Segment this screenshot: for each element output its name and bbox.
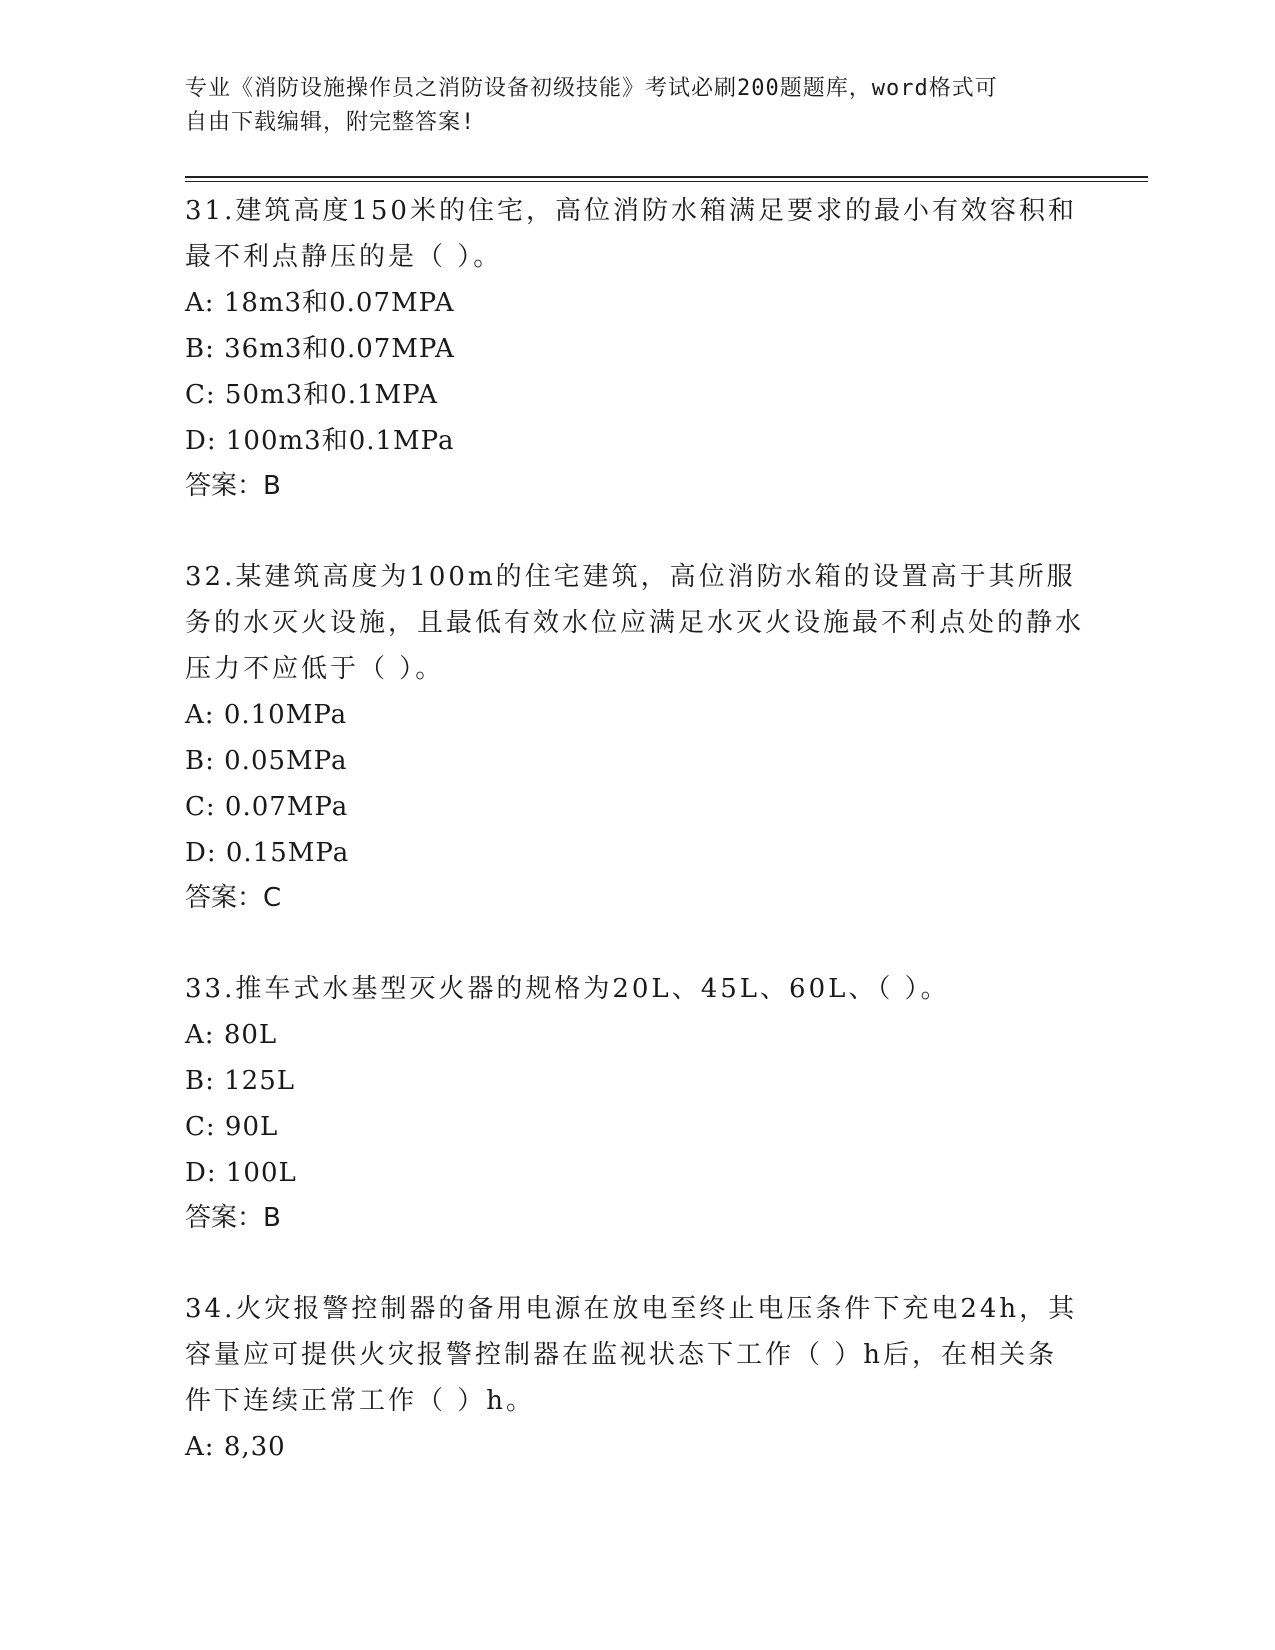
option-text: 80L	[223, 1020, 278, 1050]
option-d	[185, 830, 1085, 876]
option-text: 125L	[224, 1066, 296, 1096]
option-letter: B:	[185, 334, 215, 364]
option-text: 18m3和0.07MPA	[223, 288, 455, 318]
option-letter: A:	[185, 1020, 215, 1050]
option-c	[185, 372, 1085, 418]
option-letter: D:	[185, 426, 217, 456]
option-text: 0.05MPa	[224, 746, 348, 776]
option-text: 8,30	[223, 1432, 286, 1462]
option-c	[185, 1104, 1085, 1150]
document-header	[185, 72, 1065, 140]
option-text: 50m3和0.1MPA	[224, 380, 439, 410]
option-b	[185, 738, 1085, 784]
header-divider-thin	[185, 181, 1148, 182]
header-line-1: 专业《消防设施操作员之消防设备初级技能》考试必刷200题题库，word格式可	[185, 76, 998, 101]
option-letter: C:	[185, 1112, 216, 1142]
option-a	[185, 280, 1085, 326]
option-letter: C:	[185, 792, 216, 822]
option-letter: B:	[185, 1066, 215, 1096]
option-letter: C:	[185, 380, 216, 410]
option-b	[185, 1058, 1085, 1104]
header-divider-thick	[185, 176, 1148, 178]
question-stem: 32.某建筑高度为100m的住宅建筑，高位消防水箱的设置高于其所服务的水灭火设施，且最低有效水位应满足水灭火设施最不利点处的静水压力不应低于（ ）。	[185, 562, 1085, 684]
option-text: 100L	[225, 1158, 297, 1188]
answer-text: 答案：B	[185, 1203, 281, 1233]
question-33	[185, 966, 1085, 1240]
option-text: 36m3和0.07MPA	[224, 334, 455, 364]
question-list	[185, 188, 1085, 1516]
option-a	[185, 1012, 1085, 1058]
option-letter: D:	[185, 838, 217, 868]
question-stem: 33.推车式水基型灭火器的规格为20L、45L、60L、（ ）。	[185, 974, 950, 1004]
option-letter: A:	[185, 1432, 215, 1462]
option-text: 0.07MPa	[224, 792, 349, 822]
option-d	[185, 1150, 1085, 1196]
option-b	[185, 326, 1085, 372]
question-stem: 34.火灾报警控制器的备用电源在放电至终止电压条件下充电24h，其容量应可提供火灾报警控制器在监视状态下工作（ ）h后，在相关条件下连续正常工作（ ）h。	[185, 1294, 1078, 1416]
option-a	[185, 1424, 1085, 1470]
question-34	[185, 1286, 1085, 1470]
question-stem: 31.建筑高度150米的住宅，高位消防水箱满足要求的最小有效容积和最不利点静压的是（ ）。	[185, 196, 1077, 272]
option-letter: B:	[185, 746, 215, 776]
header-line-2: 自由下载编辑，附完整答案!	[185, 110, 476, 135]
option-d	[185, 418, 1085, 464]
option-c	[185, 784, 1085, 830]
question-31	[185, 188, 1085, 508]
option-letter: A:	[185, 700, 215, 730]
option-text: 0.10MPa	[223, 700, 348, 730]
option-letter: A:	[185, 288, 215, 318]
option-text: 0.15MPa	[225, 838, 350, 868]
option-text: 90L	[224, 1112, 279, 1142]
option-text: 100m3和0.1MPa	[225, 426, 455, 456]
option-letter: D:	[185, 1158, 217, 1188]
question-32	[185, 554, 1085, 920]
option-a	[185, 692, 1085, 738]
answer-text: 答案：C	[185, 883, 282, 913]
answer-text: 答案：B	[185, 471, 281, 501]
